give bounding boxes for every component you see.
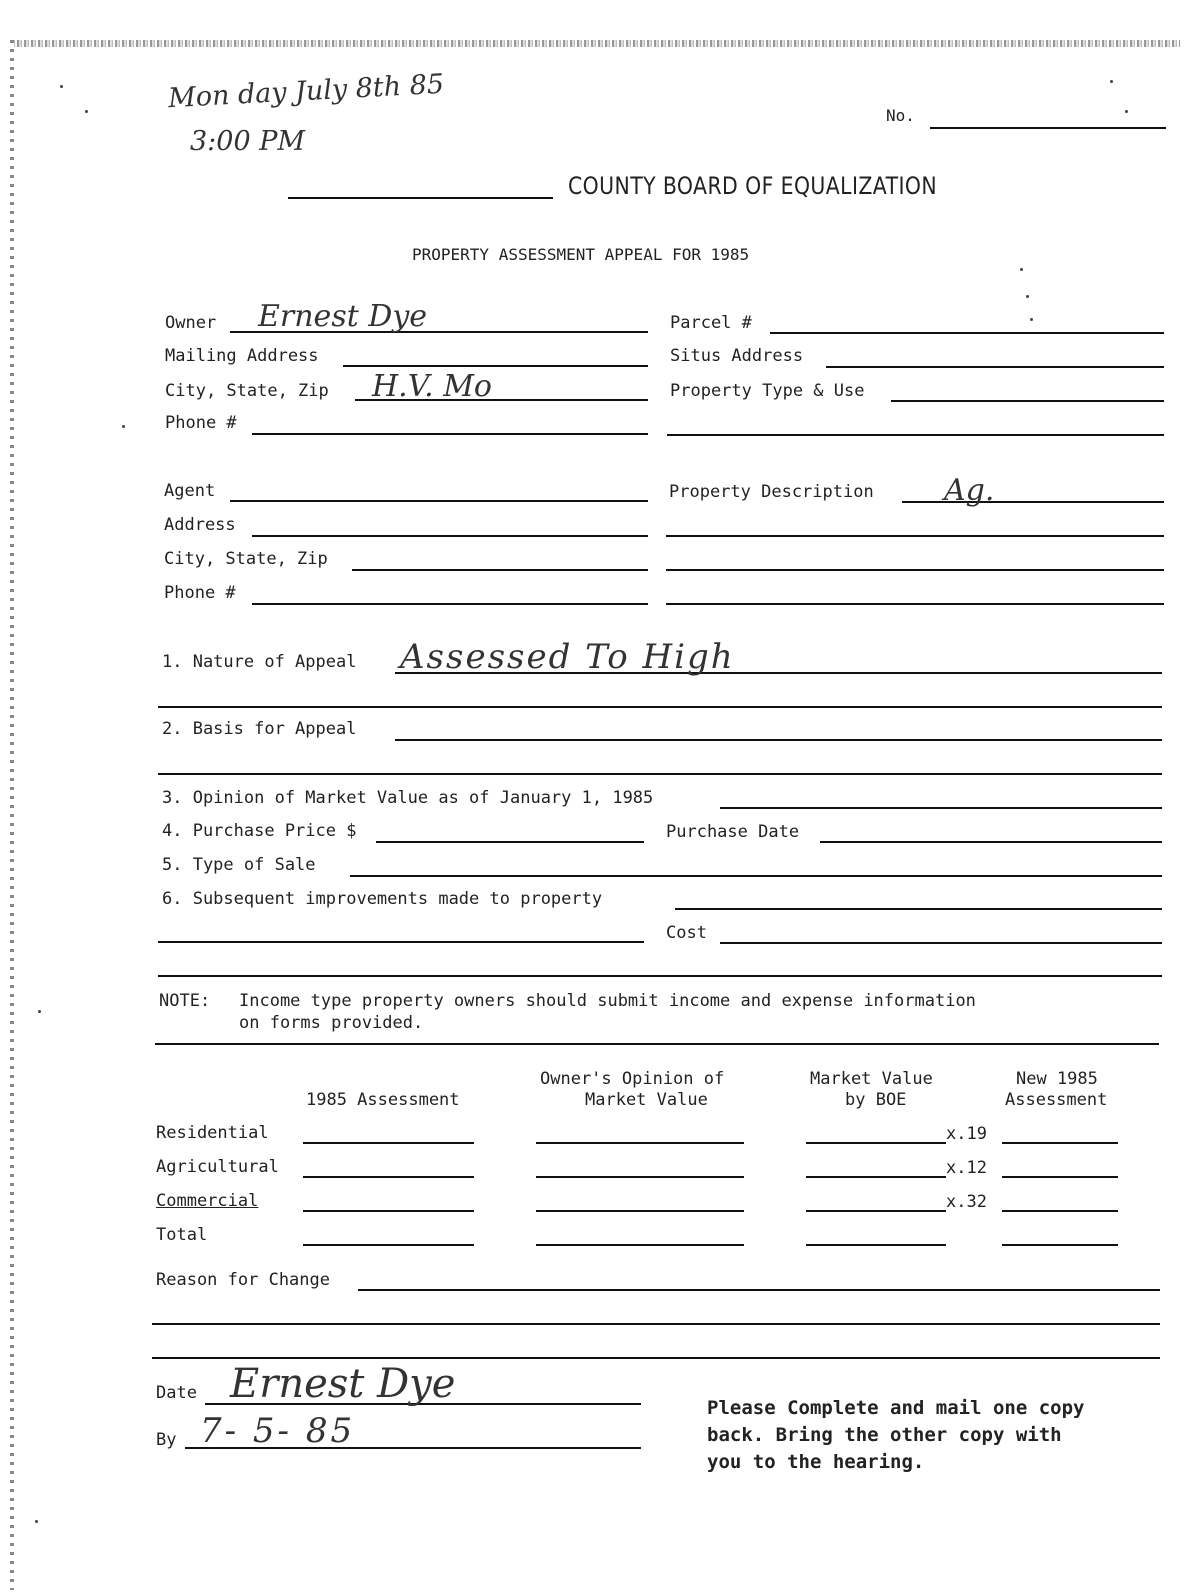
row-commercial-assessment[interactable]: [303, 1210, 474, 1212]
market-value-opinion-line[interactable]: [720, 807, 1162, 809]
signature: Ernest Dye: [230, 1361, 456, 1407]
date-label: Date: [156, 1383, 197, 1403]
reason-for-change-line[interactable]: [358, 1289, 1160, 1291]
row-total-owner-opinion[interactable]: [536, 1244, 744, 1246]
scan-speck: [38, 1010, 41, 1013]
scan-speck: [85, 110, 88, 113]
improvements-line-2[interactable]: [158, 941, 644, 943]
closing-instructions: Please Complete and mail one copy back. Bring the other copy with you to the hearing.: [707, 1397, 1085, 1473]
scan-speck: [122, 425, 125, 428]
row-total-boe[interactable]: [806, 1244, 946, 1246]
agent-phone-line[interactable]: [252, 603, 648, 605]
note-line-2: on forms provided.: [239, 1013, 424, 1033]
row-commercial-boe[interactable]: [806, 1210, 946, 1212]
row-agricultural-assessment[interactable]: [303, 1176, 474, 1178]
improvements-line[interactable]: [675, 908, 1162, 910]
agent-phone-label: Phone #: [164, 583, 236, 603]
type-of-sale-label: 5. Type of Sale: [162, 855, 316, 875]
row-commercial-new[interactable]: [1002, 1210, 1118, 1212]
scan-speck: [60, 85, 63, 88]
number-field-line[interactable]: [930, 127, 1166, 129]
row-total-assessment[interactable]: [303, 1244, 474, 1246]
type-of-sale-line[interactable]: [350, 875, 1162, 877]
basis-for-appeal-line-2[interactable]: [158, 773, 1162, 775]
reason-for-change-line-3[interactable]: [152, 1357, 1160, 1359]
basis-for-appeal-line[interactable]: [395, 739, 1162, 741]
agent-label: Agent: [164, 481, 216, 501]
number-label: No.: [886, 106, 915, 125]
property-description-line-2[interactable]: [666, 535, 1164, 537]
row-residential-boe[interactable]: [806, 1142, 946, 1144]
col-owner-opinion-l1: Owner's Opinion of: [540, 1069, 725, 1089]
owner-city-label: City, State, Zip: [165, 381, 329, 401]
handwritten-time: 3:00 PM: [190, 126, 306, 157]
row-total-label: Total: [156, 1225, 208, 1245]
col-market-value-boe-l2: by BOE: [845, 1090, 907, 1110]
row-agricultural-new[interactable]: [1002, 1176, 1118, 1178]
row-commercial-factor: x.32: [946, 1192, 987, 1212]
row-residential-owner-opinion[interactable]: [536, 1142, 744, 1144]
parcel-label: Parcel #: [670, 313, 752, 333]
cost-line[interactable]: [720, 942, 1162, 944]
property-description-label: Property Description: [669, 482, 874, 502]
owner-phone-label: Phone #: [165, 413, 237, 433]
row-agricultural-boe[interactable]: [806, 1176, 946, 1178]
nature-of-appeal-line-2[interactable]: [158, 706, 1162, 708]
col-owner-opinion-l2: Market Value: [585, 1090, 708, 1110]
cost-label: Cost: [666, 923, 707, 943]
col-new-assessment-l2: Assessment: [1005, 1090, 1108, 1110]
col-1985-assessment: 1985 Assessment: [306, 1090, 460, 1110]
mailing-address-line[interactable]: [343, 365, 648, 367]
row-residential-factor: x.19: [946, 1124, 987, 1144]
scan-speck: [1125, 110, 1128, 113]
property-description-line-3[interactable]: [666, 569, 1164, 571]
row-commercial-label: Commercial: [156, 1191, 259, 1211]
basis-for-appeal-label: 2. Basis for Appeal: [162, 719, 357, 739]
nature-of-appeal-label: 1. Nature of Appeal: [162, 652, 357, 672]
nature-of-appeal-value: Assessed To High: [400, 637, 735, 677]
agent-field-line[interactable]: [230, 500, 648, 502]
purchase-price-line[interactable]: [376, 841, 644, 843]
scan-border-top: [10, 40, 1180, 47]
row-agricultural-label: Agricultural: [156, 1157, 279, 1177]
owner-city-value: H.V. Mo: [372, 369, 492, 404]
col-new-assessment-l1: New 1985: [1016, 1069, 1098, 1089]
property-type-line[interactable]: [891, 400, 1164, 402]
scan-border-left: [10, 40, 14, 1590]
reason-for-change-label: Reason for Change: [156, 1270, 330, 1290]
row-agricultural-factor: x.12: [946, 1158, 987, 1178]
note-line-1: Income type property owners should submit income and expense information: [239, 991, 976, 1011]
purchase-price-label: 4. Purchase Price $: [162, 821, 357, 841]
mailing-address-label: Mailing Address: [165, 346, 319, 366]
scan-speck: [1020, 268, 1023, 271]
property-description-line-4[interactable]: [666, 603, 1164, 605]
agent-city-line[interactable]: [352, 569, 648, 571]
row-residential-new[interactable]: [1002, 1142, 1118, 1144]
scan-speck: [1026, 295, 1029, 298]
property-description-line[interactable]: [902, 501, 1164, 503]
row-total-new[interactable]: [1002, 1244, 1118, 1246]
row-agricultural-owner-opinion[interactable]: [536, 1176, 744, 1178]
property-type-line-2[interactable]: [667, 434, 1164, 436]
purchase-date-line[interactable]: [820, 841, 1162, 843]
reason-for-change-line-2[interactable]: [152, 1323, 1160, 1325]
row-commercial-owner-opinion[interactable]: [536, 1210, 744, 1212]
parcel-field-line[interactable]: [770, 332, 1164, 334]
property-description-value: Ag.: [944, 473, 995, 508]
owner-phone-line[interactable]: [252, 433, 648, 435]
improvements-line-3[interactable]: [158, 975, 1162, 977]
col-market-value-boe-l1: Market Value: [810, 1069, 933, 1089]
by-label: By: [156, 1430, 177, 1450]
handwritten-date: Mon day July 8th 85: [167, 68, 445, 115]
improvements-label: 6. Subsequent improvements made to property: [162, 889, 603, 909]
purchase-date-label: Purchase Date: [666, 822, 800, 842]
owner-label: Owner: [165, 313, 217, 333]
row-residential-assessment[interactable]: [303, 1142, 474, 1144]
county-name-line[interactable]: [288, 197, 553, 199]
situs-address-line[interactable]: [826, 366, 1164, 368]
row-residential-label: Residential: [156, 1123, 269, 1143]
note-label: NOTE:: [159, 991, 211, 1011]
scan-speck: [35, 1520, 38, 1523]
note-divider: [155, 1043, 1159, 1045]
agent-address-label: Address: [164, 515, 236, 535]
handwritten-signed-date: 7- 5- 85: [200, 1411, 356, 1451]
market-value-opinion-label: 3. Opinion of Market Value as of January 1, 1985: [162, 788, 654, 808]
property-type-label: Property Type & Use: [670, 381, 865, 401]
form-subtitle: PROPERTY ASSESSMENT APPEAL FOR 1985: [412, 245, 750, 264]
situs-address-label: Situs Address: [670, 346, 804, 366]
form-title: COUNTY BOARD OF EQUALIZATION: [568, 172, 938, 200]
scan-speck: [1110, 80, 1113, 83]
agent-city-label: City, State, Zip: [164, 549, 328, 569]
agent-address-line[interactable]: [252, 535, 648, 537]
scan-speck: [1030, 318, 1033, 321]
owner-value: Ernest Dye: [258, 299, 428, 334]
